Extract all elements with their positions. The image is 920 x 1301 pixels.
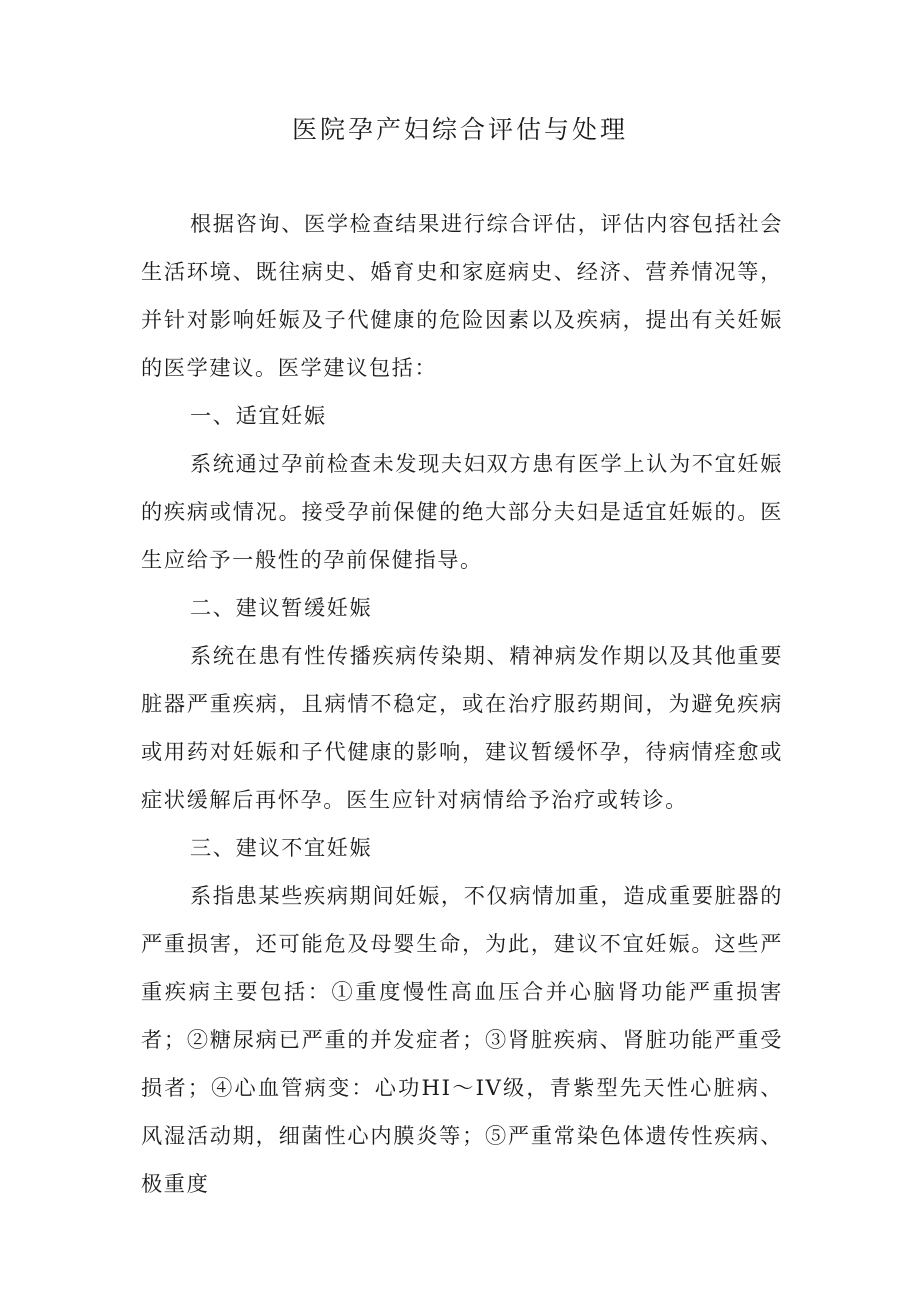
intro-paragraph: 根据咨询、医学检查结果进行综合评估，评估内容包括社会生活环境、既往病史、婚育史和家庭病史、经济、营养情况等，并针对影响妊娠及子代健康的危险因素以及疾病，提出有关妊娠的医学建议。医学建议包括： [141, 211, 783, 380]
section-heading-not-advised: 三、建议不宜妊娠 [190, 835, 373, 860]
section-heading-postpone: 二、建议暂缓妊娠 [190, 595, 373, 620]
section-heading-suitable: 一、适宜妊娠 [190, 403, 327, 428]
document-title: 医院孕产妇综合评估与处理 [291, 115, 628, 144]
document-body [141, 200, 783, 1208]
section-body-not-advised: 系指患某些疾病期间妊娠，不仅病情加重，造成重要脏器的严重损害，还可能危及母婴生命，为此，建议不宜妊娠。这些严重疾病主要包括：①重度慢性高血压合并心脑肾功能严重损害者；②糖尿病已严重的并发症者；③肾脏疾病、肾脏功能严重受损者；④心血管病变：心功HI～IV级，青紫型先天性心脏病、风湿活动期，细菌性心内膜炎等；⑤严重常染色体遗传性疾病、极重度 [141, 883, 783, 1196]
section-body-postpone: 系统在患有性传播疾病传染期、精神病发作期以及其他重要脏器严重疾病，且病情不稳定，或在治疗服药期间，为避免疾病或用药对妊娠和子代健康的影响，建议暂缓怀孕，待病情痊愈或症状缓解后再怀孕。医生应针对病情给予治疗或转诊。 [141, 643, 783, 812]
section-body-suitable: 系统通过孕前检查未发现夫妇双方患有医学上认为不宜妊娠的疾病或情况。接受孕前保健的绝大部分夫妇是适宜妊娠的。医生应给予一般性的孕前保健指导。 [141, 451, 783, 572]
